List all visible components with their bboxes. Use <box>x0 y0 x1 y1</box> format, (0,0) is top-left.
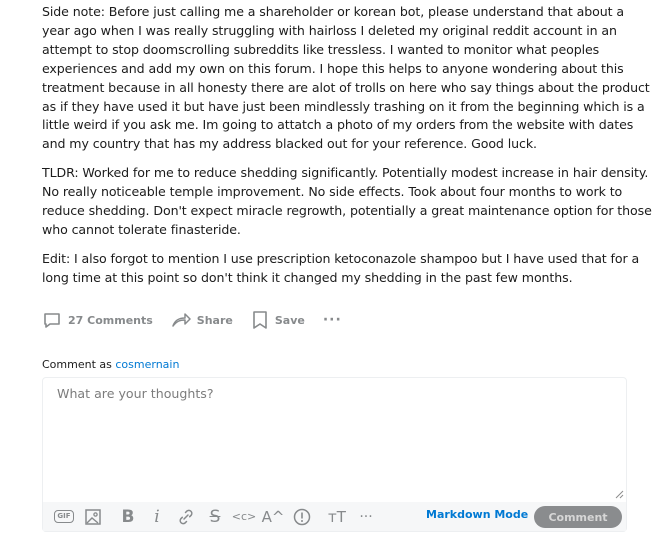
username-link[interactable]: cosmernain <box>115 358 180 371</box>
italic-button[interactable] <box>145 505 169 529</box>
strikethrough-icon: S <box>209 506 221 527</box>
italic-icon: i <box>154 506 160 527</box>
superscript-icon: A^ <box>261 507 285 526</box>
comment-as-line <box>42 358 179 371</box>
spoiler-icon <box>292 507 312 527</box>
share-label: Share <box>196 313 233 327</box>
heading-icon: тT <box>328 507 346 526</box>
post-paragraph-edit: Edit: I also forgot to mention I use prescription ketoconazole shampoo but I have used that for a long time at this point so don't think it changed my shedding in the past few months. <box>42 250 640 285</box>
comments-button[interactable] <box>42 310 153 330</box>
post-paragraph-tldr: TLDR: Worked for me to reduce shedding significantly. Potentially modest increase in hair density. No really noticeable temple improvement. No side effects. Took about four months to work to reduce shedding. Don't expect miracle regrowth, potentially a great maintenance option for those who cannot tolerate finasteride. <box>42 165 652 237</box>
post-paragraph-side-note: Side note: Before just calling me a shareholder or korean bot, please understand that about a year ago when I was really struggling with hairloss I deleted my original reddit account in an attempt to stop doomscrolling subreddits like tressless. I wanted to monitor what peoples experiences and add my own on this forum. I hope this helps to anyone wondering about this treatment because in all honesty there are alot of trolls on here who say things about the product as if they have used it but have just been mindlessly trashing on it from the beginning which is a little weird if you ask me. Im going to attatch a photo of my orders from the website with dates and my country that has my address blacked out for your reference. Good luck. <box>42 4 650 152</box>
superscript-button[interactable] <box>261 505 285 529</box>
more-options-icon: ··· <box>322 312 342 328</box>
comment-input[interactable] <box>43 378 626 501</box>
image-button[interactable] <box>81 505 105 529</box>
markdown-mode-toggle[interactable]: Markdown Mode <box>426 508 529 521</box>
more-options-button[interactable] <box>323 312 342 328</box>
toolbar-more-icon: ··· <box>359 508 373 525</box>
bold-button[interactable] <box>116 505 140 529</box>
share-icon <box>171 310 191 330</box>
post-action-bar <box>42 309 360 331</box>
share-button[interactable] <box>171 310 233 330</box>
save-label: Save <box>274 313 305 327</box>
heading-button[interactable] <box>325 505 349 529</box>
gif-button[interactable] <box>52 505 76 529</box>
submit-comment-button[interactable]: Comment <box>534 506 622 528</box>
post-body <box>42 3 654 298</box>
image-icon <box>84 508 102 526</box>
resize-handle-icon[interactable] <box>615 490 624 499</box>
strikethrough-button[interactable] <box>203 505 227 529</box>
inline-code-icon: <c> <box>231 510 257 523</box>
comment-as-label: Comment as <box>42 358 112 371</box>
spoiler-button[interactable] <box>290 505 314 529</box>
gif-icon: GIF <box>54 510 73 523</box>
bookmark-icon <box>251 310 269 330</box>
comment-icon <box>42 310 62 330</box>
link-icon <box>177 508 195 526</box>
formatting-toolbar <box>43 502 626 531</box>
toolbar-more-button[interactable] <box>354 505 378 529</box>
save-button[interactable] <box>251 310 305 330</box>
bold-icon: B <box>121 506 135 527</box>
link-button[interactable] <box>174 505 198 529</box>
comments-count-label: 27 Comments <box>68 313 153 327</box>
comment-editor <box>42 377 627 532</box>
inline-code-button[interactable] <box>232 505 256 529</box>
